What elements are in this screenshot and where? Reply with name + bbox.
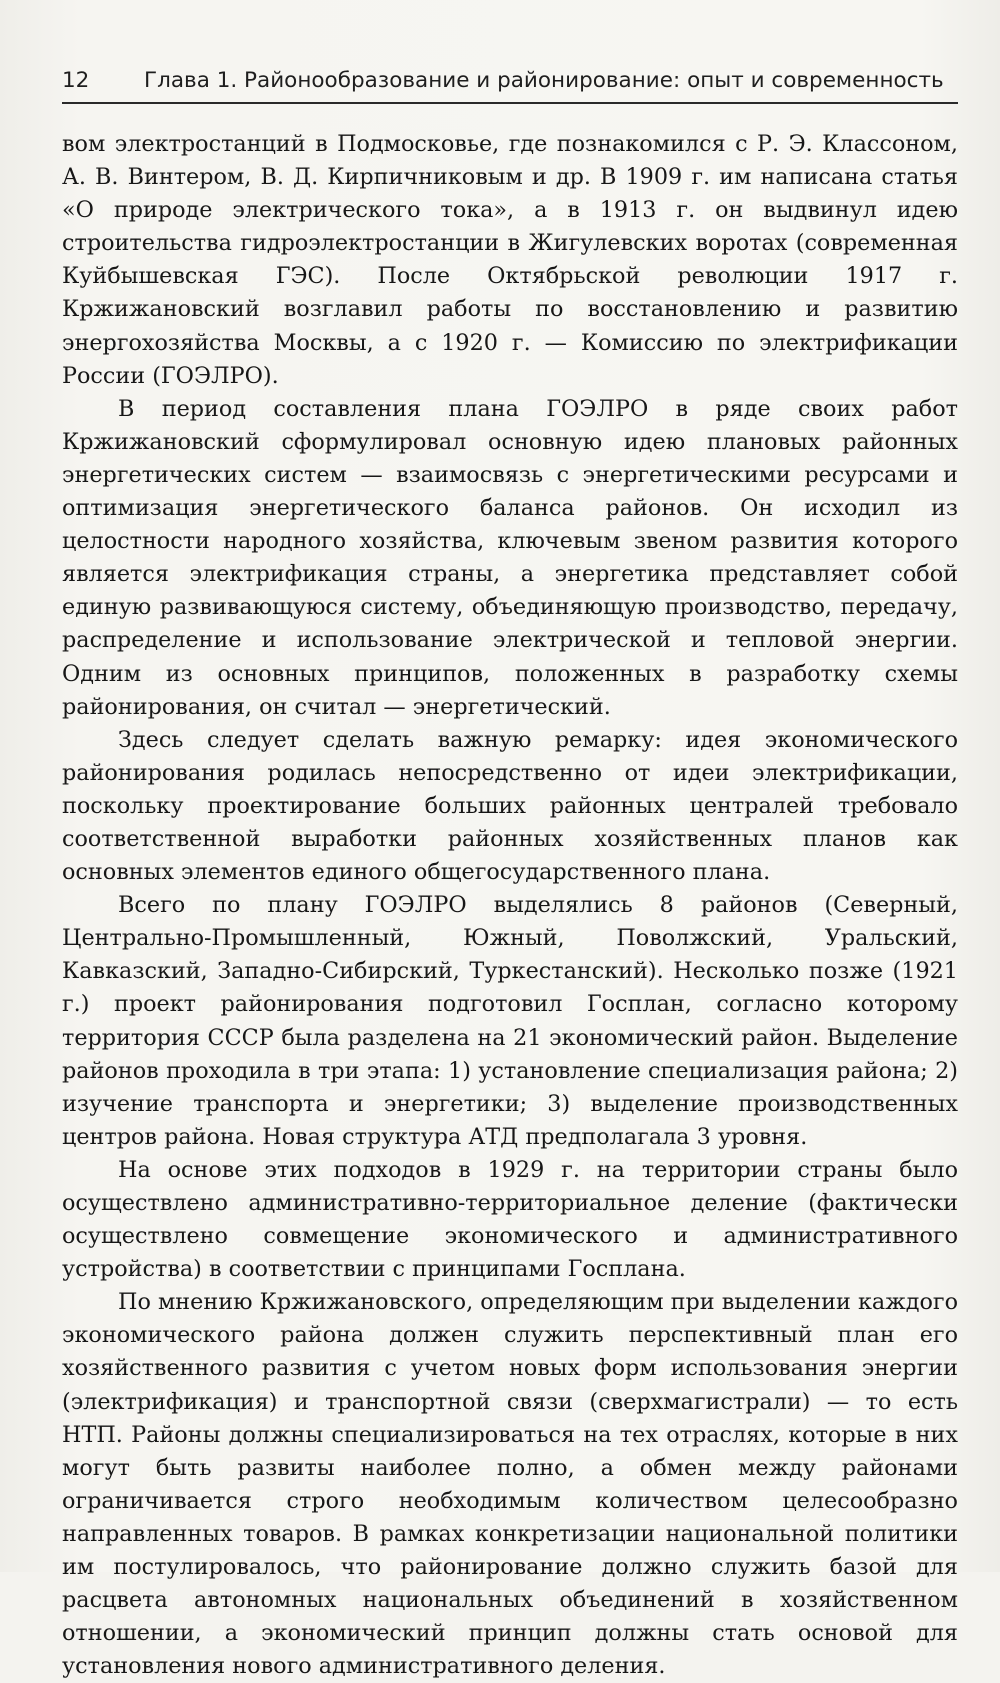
paragraph: По мнению Кржижановского, определяющим при выделении каждого экономического района должен служить перспективный план его хозяйственного развития с учетом новых форм использования энергии (электрификация) и транспортной связи (сверхмагистрали) — то есть НТП. Районы должны специализироваться на тех отраслях, которые в них могут быть развиты наиболее полно, а обмен между районами ограничивается строго необходимым количеством целесообразно направленных товаров. В рамках конкретизации национальной политики им постулировалось, что районирование должно служить базой для расцвета автономных национальных объединений в хозяйственном отношении, а экономический принцип должны стать основой для установления нового административного деления. [62, 1289, 958, 1680]
chapter-title: Глава 1. Районообразование и районирование: опыт и современность [144, 68, 944, 93]
page-number: 12 [62, 68, 90, 93]
paragraph: В период составления плана ГОЭЛРО в ряде своих работ Кржижановский сформулировал основную идею плановых районных энергетических систем — взаимосвязь с энергетическими ресурсами и оптимизация энергетического баланса районов. Он исходил из целостности народного хозяйства, ключевым звеном развития которого является электрификация страны, а энергетика представляет собой единую развивающуюся систему, объединяющую производство, передачу, распределение и использование электрической и тепловой энергии. Одним из основных принципов, положенных в разработку схемы районирования, он считал — энергетический. [62, 395, 958, 720]
paragraph: Всего по плану ГОЭЛРО выделялись 8 районов (Северный, Центрально-Промышленный, Южный, Поволжский, Уральский, Кавказский, Западно-Сибирский, Туркестанский). Несколько позже (1921 г.) проект районирования подготовил Госплан, согласно которому территория СССР была разделена на 21 экономический район. Выделение районов проходила в три этапа: 1) установление специализация района; 2) изучение транспорта и энергетики; 3) выделение производственных центров района. Новая структура АТД предполагала 3 уровня. [62, 892, 958, 1150]
paragraph: На основе этих подходов в 1929 г. на территории страны было осуществлено административно-территориальное деление (фактически осуществлено совмещение экономического и административного устройства) в соответствии с принципами Госплана. [62, 1156, 958, 1283]
running-header [62, 62, 958, 104]
body-text [62, 128, 958, 1683]
paragraph: вом электростанций в Подмосковье, где познакомился с Р. Э. Классоном, А. В. Винтером, В. Д. Кирпичниковым и др. В 1909 г. им написана статья «О природе электрического тока», а в 1913 г. он выдвинул идею строительства гидроэлектростанции в Жигулевских воротах (современная Куйбышевская ГЭС). После Октябрьской революции 1917 г. Кржижановский возглавил работы по восстановлению и развитию энергохозяйства Москвы, а с 1920 г. — Комиссию по электрификации России (ГОЭЛРО). [62, 131, 958, 389]
paragraph: Здесь следует сделать важную ремарку: идея экономического районирования родилась непосредственно от идеи электрификации, поскольку проектирование больших районных централей требовало соответственной выработки районных хозяйственных планов как основных элементов единого общегосударственного плана. [62, 726, 958, 886]
